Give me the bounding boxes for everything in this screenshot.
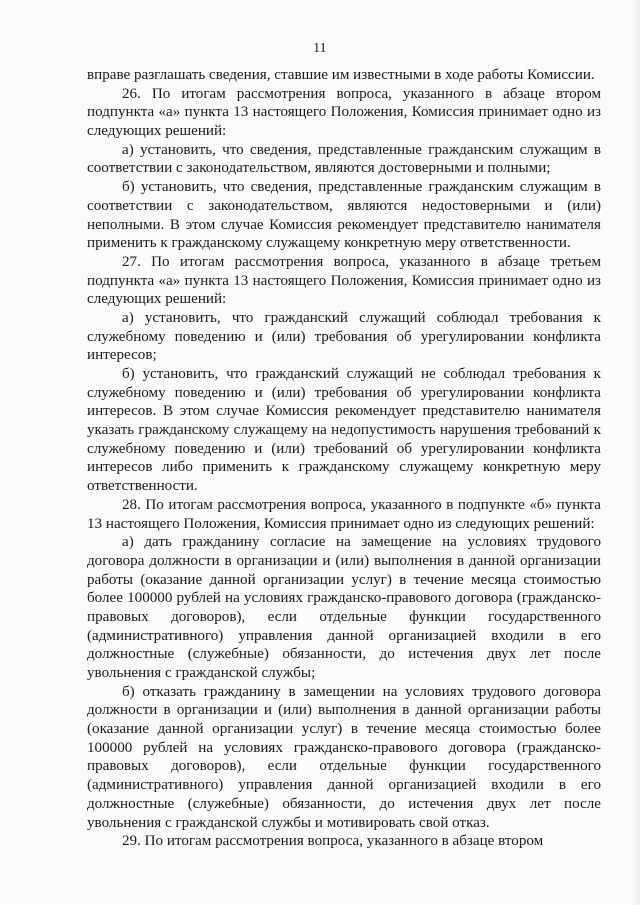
- paragraph: 26. По итогам рассмотрения вопроса, указанного в абзаце втором подпункта «а» пункта 13 настоящего Положения, Комиссия принимает одно из следующих решений:: [87, 85, 601, 140]
- paragraph: 27. По итогам рассмотрения вопроса, указанного в абзаце третьем подпункта «а» пункта 13 настоящего Положения, Комиссия принимает одно из следующих решений:: [87, 253, 601, 308]
- page-edge-shadow: [630, 0, 640, 905]
- document-body: [87, 66, 601, 851]
- paragraph: б) установить, что сведения, представленные гражданским служащим в соответствии с законодательством, являются недостоверными и (или) неполными. В этом случае Комиссия рекомендует представителю нанимателя применить к гражданскому служащему конкретную меру ответственности.: [87, 179, 601, 252]
- paragraph: 28. По итогам рассмотрения вопроса, указанного в подпункте «б» пункта 13 настоящего Положения, Комиссия принимает одно из следующих решений:: [87, 496, 601, 532]
- paragraph: а) установить, что гражданский служащий соблюдал требования к служебному поведению и (или) требования об урегулировании конфликта интересов;: [87, 309, 601, 364]
- page-number: 11: [313, 40, 327, 55]
- paragraph: 29. По итогам рассмотрения вопроса, указанного в абзаце втором: [122, 833, 544, 850]
- paragraph: а) дать гражданину согласие на замещение на условиях трудового договора должности в организации и (или) выполнения в данной организации работы (оказание данной организации услуг) в течение месяца стоимостью более 100000 рублей на условиях гражданско-правового договора (гражданско-правовых договоров), если отдельные функции государственного (административного) управления данной организацией входили в его должностные (служебные) обязанности, до истечения двух лет после увольнения с гражданской службы;: [87, 534, 601, 681]
- paragraph: б) отказать гражданину в замещении на условиях трудового договора должности в организации и (или) выполнения в данной организации работы (оказание данной организации услуг) в течение месяца стоимостью более 100000 рублей на условиях гражданско-правового договора (гражданско-правовых договоров), если отдельные функции государственного (административного) управления данной организацией входили в его должностные (служебные) обязанности, до истечения двух лет после увольнения с гражданской службы и мотивировать свой отказ.: [87, 683, 601, 831]
- paragraph: вправе разглашать сведения, ставшие им известными в ходе работы Комиссии.: [87, 67, 595, 83]
- paragraph: б) установить, что гражданский служащий не соблюдал требования к служебному поведению и (или) требования об урегулировании конфликта интересов. В этом случае Комиссия рекомендует представителю нанимателя указать гражданскому служащему на недопустимость нарушения требований к служебному поведению и (или) требований об урегулировании конфликта интересов либо применить к гражданскому служащему конкретную меру ответственности.: [87, 366, 601, 495]
- paragraph: а) установить, что сведения, представленные гражданским служащим в соответствии с законодательством, являются достоверными и полными;: [87, 141, 601, 177]
